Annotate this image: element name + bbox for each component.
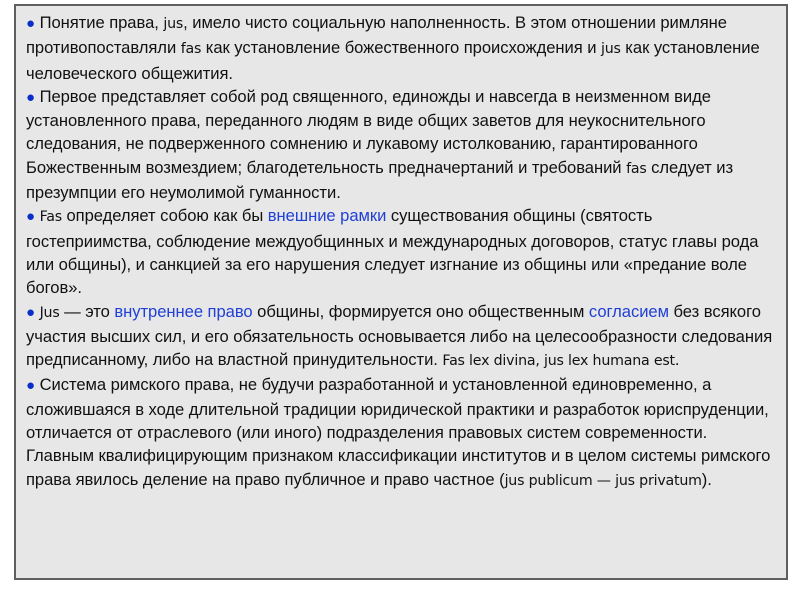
paragraph-text: Понятие права, jus, имело чисто социальную наполненность. В этом отношении римляне противопоставляли fas как установление божественного происхождения и jus как установление человеческого общежития. bbox=[26, 13, 760, 83]
paragraph-3 bbox=[26, 204, 776, 299]
bullet-icon: ● bbox=[26, 88, 36, 106]
paragraph-4 bbox=[26, 300, 776, 374]
text-panel bbox=[14, 4, 788, 580]
paragraph-2 bbox=[26, 85, 776, 204]
paragraph-5 bbox=[26, 373, 776, 492]
bullet-icon: ● bbox=[26, 303, 36, 321]
paragraph-text: Fas определяет собою как бы внешние рамки существования общины (святость гостеприимства, соблюдение междуобщинных и международных договоров, статус главы рода или общины), и санкцией за его нарушения следует изгнание из общины или «предание воле богов». bbox=[26, 206, 759, 298]
bullet-icon: ● bbox=[26, 377, 36, 395]
paragraph-text: Система римского права, не будучи разработанной и установленной единовременно, а сложившаяся в ходе длительной традиции юридической практики и разработок юриспруденции, отличается от отраслевого (или иного) подразделения правовых систем современности. Главным квалифицирующим признаком классификации институтов и в целом системы римского права явилось деление на право публичное и право частное (jus publicum — jus privatum). bbox=[26, 375, 771, 489]
bullet-icon: ● bbox=[26, 208, 36, 226]
highlight-external-frame: внешние рамки bbox=[267, 206, 387, 226]
paragraph-text: Jus — это внутреннее право общины, формируется оно общественным согласием без всякого участия высших сил, и его обязательность основывается либо на целесообразности следования предписанному, либо на властной принудительности. Fas lex divina, jus lex humana est. bbox=[26, 301, 773, 370]
paragraph-text: Первое представляет собой род священного, единожды и навсегда в неизменном виде установленного права, переданного людям в виде общих заветов для неукоснительного следования, не подверженного сомнению и лукавому истолкованию, гарантированного Божественным возмездием; благодетельность предначертаний и требований fas следует из презумпции его неумолимой гуманности. bbox=[26, 86, 734, 203]
highlight-internal-law: внутреннее право bbox=[114, 301, 253, 321]
bullet-icon: ● bbox=[26, 15, 36, 32]
paragraph-1 bbox=[26, 11, 776, 85]
highlight-consent: согласием bbox=[588, 301, 669, 321]
